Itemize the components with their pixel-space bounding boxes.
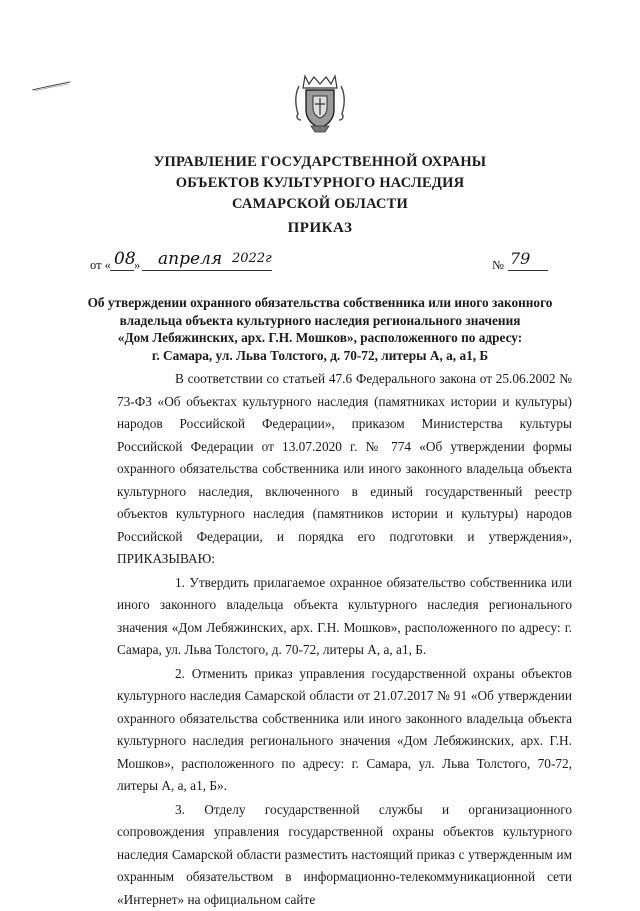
coat-of-arms-icon	[293, 70, 347, 134]
subject-line: г. Самара, ул. Льва Толстого, д. 70-72, литеры А, а, а1, Б	[0, 347, 640, 365]
order-subject	[0, 294, 640, 364]
org-line: ОБЪЕКТОВ КУЛЬТУРНОГО НАСЛЕДИЯ	[0, 173, 640, 194]
subject-line: владельца объекта культурного наследия регионального значения	[0, 312, 640, 330]
date-month-underline	[142, 270, 272, 271]
order-body	[117, 368, 572, 911]
organization-name	[0, 152, 640, 215]
item-2-paragraph: 2. Отменить приказ управления государственной охраны объектов культурного наследия Самарской области от 21.07.2017 № 91 «Об утверждении охранного обязательства собственника или иного законного владельца объекта культурного наследия регионального значения «Дом Лебяжинских, арх. Г.Н. Мошков», расположенного по адресу: г. Самара, ул. Льва Толстого, 70-72, литеры А, а, а1, Б».	[117, 663, 572, 798]
date-month-handwritten: апреля	[158, 249, 222, 269]
subject-line: «Дом Лебяжинских, арх. Г.Н. Мошков», расположенного по адресу:	[0, 329, 640, 347]
date-quote-close: »	[134, 258, 140, 273]
item-1-paragraph: 1. Утвердить прилагаемое охранное обязательство собственника или иного законного владельца объекта культурного наследия регионального значения «Дом Лебяжинских, арх. Г.Н. Мошков», расположенного по адресу: г. Самара, ул. Льва Толстого, д. 70-72, литеры А, а, а1, Б.	[117, 572, 572, 662]
pen-scribble-mark	[30, 78, 72, 94]
subject-line: Об утверждении охранного обязательства собственника или иного законного	[0, 294, 640, 312]
date-day-underline	[110, 270, 134, 271]
number-handwritten: 79	[510, 249, 530, 268]
date-day-handwritten: 08	[114, 249, 136, 269]
item-3-paragraph: 3. Отделу государственной службы и организационного сопровождения управления государственной охраны объектов культурного наследия Самарской области разместить настоящий приказ с утвержденным им охранным обязательством в информационно-телекоммуникационной сети «Интернет» на официальном сайте	[117, 799, 572, 911]
date-prefix: от «	[90, 258, 111, 273]
document-type-title: ПРИКАЗ	[0, 220, 640, 237]
date-year-handwritten: 2022г	[232, 251, 272, 266]
org-line: УПРАВЛЕНИЕ ГОСУДАРСТВЕННОЙ ОХРАНЫ	[0, 152, 640, 173]
org-line: САМАРСКОЙ ОБЛАСТИ	[0, 194, 640, 215]
preamble-paragraph: В соответствии со статьей 47.6 Федерального закона от 25.06.2002 № 73-ФЗ «Об объектах культурного наследия (памятниках истории и культуры) народов Российской Федерации», приказом Министерства культуры Российской Федерации от 13.07.2020 г. № 774 «Об утверждении формы охранного обязательства собственника или иного законного владельца объекта культурного наследия, включенного в единый государственный реестр объектов культурного наследия (памятников истории и культуры) народов Российской Федерации, и порядка его подготовки и утверждения», ПРИКАЗЫВАЮ:	[117, 368, 572, 571]
number-sign: №	[492, 258, 504, 273]
number-underline	[508, 270, 548, 271]
